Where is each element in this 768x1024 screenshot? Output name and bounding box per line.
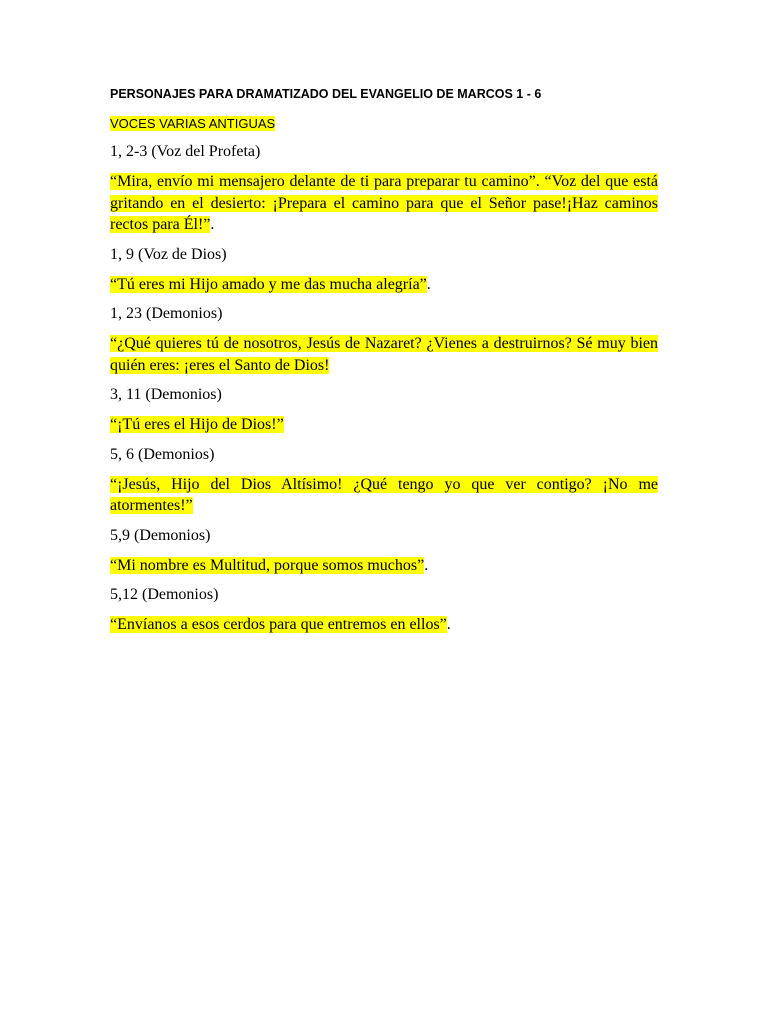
document-title: PERSONAJES PARA DRAMATIZADO DEL EVANGELIO DE MARCOS 1 - 6: [110, 87, 542, 101]
section-quote: [110, 555, 658, 577]
quote-trailing: .: [210, 216, 215, 233]
subtitle-highlight: VOCES VARIAS ANTIGUAS: [110, 116, 276, 131]
quote-trailing: .: [424, 556, 429, 574]
section-reference: 1, 23 (Demonios): [110, 305, 223, 322]
section-quote: [110, 474, 658, 517]
quote-trailing: .: [446, 616, 451, 633]
section-quote: [110, 414, 658, 436]
quote-highlight: “Envíanos a esos cerdos para que entremos en ellos”: [110, 616, 447, 633]
quote-highlight: “¡Jesús, Hijo del Dios Altísimo! ¿Qué tengo yo que ver contigo? ¡No me atormentes!”: [110, 475, 658, 514]
quote-trailing: .: [426, 275, 431, 293]
section-quote: [110, 274, 658, 296]
quote-highlight: “Tú eres mi Hijo amado y me das mucha alegría”: [110, 275, 427, 293]
quote-highlight: “Mi nombre es Multitud, porque somos muchos”: [110, 556, 425, 574]
section-quote: [110, 171, 658, 236]
section-reference: 1, 9 (Voz de Dios): [110, 245, 227, 263]
quote-highlight: “¿Qué quieres tú de nosotros, Jesús de Nazaret? ¿Vienes a destruirnos? Sé muy bien quién eres: ¡eres el Santo de Dios!: [110, 335, 658, 374]
document-content: [110, 84, 658, 644]
document-subtitle: [110, 114, 658, 134]
section-reference: 5,12 (Demonios): [110, 586, 219, 603]
section-reference: 3, 11 (Demonios): [110, 386, 222, 403]
section-reference: 1, 2-3 (Voz del Profeta): [110, 143, 261, 160]
section-reference: 5, 6 (Demonios): [110, 445, 215, 463]
quote-highlight: “¡Tú eres el Hijo de Dios!”: [110, 416, 284, 433]
section-quote: [110, 333, 658, 376]
section-reference: 5,9 (Demonios): [110, 526, 211, 544]
quote-highlight: “Mira, envío mi mensajero delante de ti para preparar tu camino”. “Voz del que está gritando en el desierto: ¡Prepara el camino para que el Señor pase!¡Haz caminos rectos para Él!”: [110, 173, 658, 233]
section-quote: [110, 614, 658, 636]
